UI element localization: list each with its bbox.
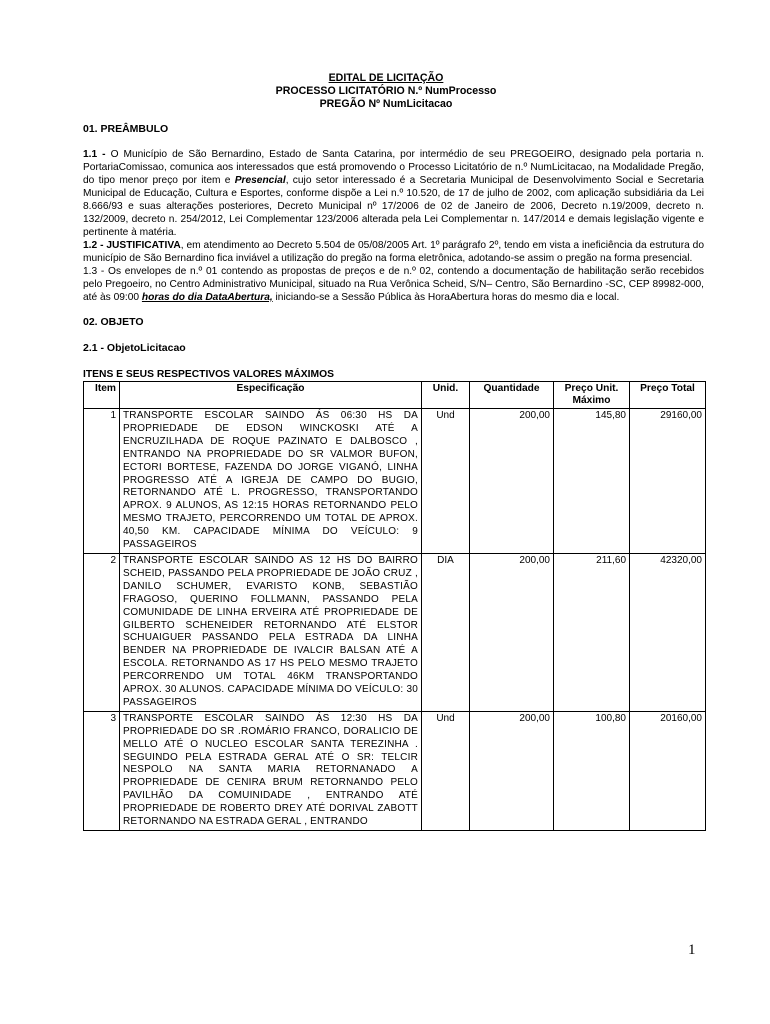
p13-data-abertura: horas do dia DataAbertura, — [141, 292, 273, 303]
p13-text-b: iniciando-se a Sessão Pública às HoraAbertura horas do mesmo dia e local. — [275, 292, 620, 303]
pregao-title: PREGÃO Nº NumLicitacao — [319, 98, 453, 110]
table-row — [84, 409, 706, 554]
row-unid: Und — [422, 409, 470, 554]
row-preco-total: 20160,00 — [630, 711, 706, 830]
p13-text-a: 1.3 - Os envelopes de n.º 01 contendo as propostas de preços e de n.º 02, contendo a documentação de habilitação serão recebidos pelo Pregoeiro, no Centro Administrativo Municipal, situado na Rua Verônica Scheid, S/N– Centro, São Bernardino -SC, CEP 89982-000, até às 09:00 — [83, 266, 704, 303]
p12-number: 1.2 - JUSTIFICATIVA — [83, 240, 181, 251]
p11-text-a: O Município de São Bernardino, Estado de Santa Catarina, por intermédio de seu PREGOEIRO, designado pela portaria n. PortariaComissao, comunica aos interessados que está promovendo o Processo Licitatório de n.º NumLicitacao, na Modalidade Pregão, do tipo menor preço por item e — [83, 149, 705, 186]
header-quantidade: Quantidade — [470, 382, 554, 409]
table-header-row — [84, 382, 706, 409]
row-unid: DIA — [422, 553, 470, 711]
table-row — [84, 711, 706, 830]
p11-presencial: Presencial — [234, 175, 286, 186]
row-especificacao: TRANSPORTE ESCOLAR SAINDO ÁS 12:30 HS DA PROPRIEDADE DO SR .ROMÁRIO FRANCO, DORALICIO DE MELLO ATÉ O NUCLEO ESCOLAR SANTA TEREZINHA . SEGUINDO PELA ESTRADA GERAL ATÉ O SR: TELCIR NESPOLO NA SANTA MARIA RETORNANADO A PROPRIEDADE DE CENIRA BRUM RETORNANDO PELO PAVILHÃO DA COMUINIDADE , ENTRANDO ATÉ PROPRIEDADE DE ROBERTO DREY ATÉ DORIVAL ZABOTT RETORNANDO NA ESTRADA GERAL , ENTRANDO — [120, 711, 422, 830]
row-especificacao: TRANSPORTE ESCOLAR SAINDO AS 12 HS DO BAIRRO SCHEID, PASSANDO PELA PROPRIEDADE DE JOÃO CRUZ , DANILO SCHUMER, EVARISTO KONB, SEBASTIÃO FRAGOSO, QUERINO FOLLMANN, PASSANDO PELA COMUNIDADE DE LINHA ERVEIRA ATÉ PROPRIEDADE DE GILBERTO SCHENEIDER RETORNANDO ATÉ ELSTOR SCHUAIGUER PASSANDO PELA ESTRADA DA LINHA BENDER NA PROPRIEDADE DE IVALCIR BALSAN ATÉ A ESCOLA. RETORNANDO AS 17 HS PELO MESMO TRAJETO PERCORRENDO UM TOTAL 46KM TRANSPORTANDO APROX. 30 ALUNOS. CAPACIDADE MÍNIMA DO VEÍCULO: 30 PASSAGEIROS — [120, 553, 422, 711]
header-item: Item — [84, 382, 120, 409]
p12-text: , em atendimento ao Decreto 5.504 de 05/08/2005 Art. 1º parágrafo 2º, tendo em vista a ineficiência da estrutura do município de São Bernardino fica inviável a utilização do pregão na forma eletrônica, adotando-se assim o pregão na forma presencial. — [83, 240, 705, 264]
row-preco-total: 29160,00 — [630, 409, 706, 554]
processo-title: PROCESSO LICITATÓRIO N.º NumProcesso — [275, 85, 497, 97]
objeto-subheading: 2.1 - ObjetoLicitacao — [83, 342, 186, 354]
table-row — [84, 553, 706, 711]
row-preco-unit: 100,80 — [554, 711, 630, 830]
row-preco-unit: 211,60 — [554, 553, 630, 711]
row-item: 3 — [84, 711, 120, 830]
row-preco-unit: 145,80 — [554, 409, 630, 554]
itens-table — [83, 381, 706, 831]
paragraph-1-3 — [83, 265, 704, 304]
p11-text-b: , cujo setor interessado é a Secretaria Municipal de Desenvolvimento Social e Secretaria Municipal de Educação, Cultura e Esportes, conforme dispõe a Lei n.º 10.520, de 17 de julho de 2002, com aplicação subsidiária da Lei 8.666/93 e suas alterações posteriores, Decreto Municipal nº 17/2006 de 02 de Janeiro de 2006, Decreto n.19/2009, decreto n. 132/2009, decreto n. 254/2012, Lei Complementar 123/2006 alterada pela Lei Complementar n. 147/2014 e demais legislação vigente e pertinente à matéria. — [83, 175, 704, 238]
header-unid: Unid. — [422, 382, 470, 409]
header-especificacao: Especificação — [120, 382, 422, 409]
row-especificacao: TRANSPORTE ESCOLAR SAINDO ÁS 06:30 HS DA PROPRIEDADE DE EDSON WINCKOSKI ATÉ A ENCRUZILHADA DE ROQUE PAZINATO E DALBOSCO , ENTRANDO NA PROPRIEDADE DO SR VALMOR BUFON, ECTORI BORTESE, FAZENDA DO JORGE VIGANÓ, LINHA PROGRESSO ATÉ A IGREJA DE CAMPO DO BUGIO, RETORNANDO ATÉ L. PROGRESSO, TRANSPORTANDO APROX. 9 ALUNOS, AS 12:15 HORAS RETORNANDO PELO MESMO TRAJETO, PERCORRENDO UM TOTAL DE APROX. 40,50 KM. CAPACIDADE MÍNIMA DO VEÍCULO: 9 PASSAGEIROS — [120, 409, 422, 554]
edital-title: EDITAL DE LICITAÇÃO — [328, 72, 444, 84]
section-objeto-heading: 02. OBJETO — [83, 316, 144, 328]
page-number: 1 — [688, 942, 696, 958]
itens-table-title: ITENS E SEUS RESPECTIVOS VALORES MÁXIMOS — [83, 369, 334, 380]
header-preco-unit: Preço Unit. Máximo — [554, 382, 630, 409]
row-quantidade: 200,00 — [470, 553, 554, 711]
row-quantidade: 200,00 — [470, 409, 554, 554]
paragraph-1-2 — [83, 239, 704, 265]
paragraph-1-1 — [83, 148, 704, 239]
row-item: 1 — [84, 409, 120, 554]
row-unid: Und — [422, 711, 470, 830]
section-preambulo-heading: 01. PREÂMBULO — [83, 123, 169, 135]
row-quantidade: 200,00 — [470, 711, 554, 830]
row-item: 2 — [84, 553, 120, 711]
row-preco-total: 42320,00 — [630, 553, 706, 711]
p11-number: 1.1 - — [83, 149, 106, 160]
document-page — [68, 72, 704, 831]
header-preco-total: Preço Total — [630, 382, 706, 409]
